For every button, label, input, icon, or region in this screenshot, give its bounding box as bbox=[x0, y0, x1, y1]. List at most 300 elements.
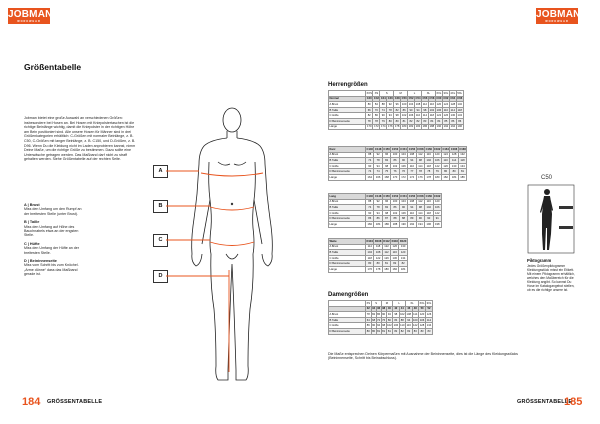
table-header-cell: 32 bbox=[366, 307, 370, 311]
table-cell: 184 bbox=[400, 267, 406, 271]
table-cell: 81 bbox=[377, 329, 381, 333]
table-cell: 94 bbox=[408, 205, 416, 211]
table-cell: 110 bbox=[400, 324, 405, 328]
table-cell: B Taille bbox=[329, 317, 366, 323]
table-header-cell: 36 bbox=[377, 307, 381, 311]
table-cell: 88 bbox=[381, 102, 385, 106]
table-cell: 180 bbox=[434, 175, 440, 179]
table-cell: 118 bbox=[457, 108, 462, 112]
table-cell: 88 bbox=[366, 199, 374, 205]
table-header-cell: C150 bbox=[383, 147, 390, 151]
table-cell: 74 bbox=[374, 169, 382, 175]
table-cell: 78 bbox=[388, 108, 392, 112]
table-cell: 116 bbox=[392, 250, 397, 254]
letter-size-cell: S bbox=[371, 301, 381, 307]
letter-size-cell: 4XL bbox=[450, 91, 456, 95]
table-cell: 100 bbox=[413, 318, 418, 322]
table-cell: 132 bbox=[457, 102, 462, 106]
letter-size-cell: M bbox=[394, 91, 408, 97]
table-cell: 94 bbox=[374, 163, 382, 169]
table-cell: 81 bbox=[387, 329, 391, 333]
table-cell: 94 bbox=[377, 324, 381, 328]
table-cell: 86 bbox=[391, 205, 399, 211]
table-cell: 104 bbox=[367, 250, 372, 254]
table-header-cell: Normal bbox=[329, 96, 366, 102]
table-cell: 116 bbox=[425, 199, 433, 205]
table-cell: 176 bbox=[387, 125, 393, 129]
table-cell: 96 bbox=[382, 199, 390, 205]
table-cell: 78 bbox=[425, 169, 433, 175]
table-cell: 94 bbox=[408, 158, 416, 164]
table-header-cell: D104 bbox=[366, 239, 373, 243]
table-cell: 120 bbox=[400, 250, 406, 254]
table-header-cell: C146 bbox=[366, 147, 373, 151]
table-cell: 134 bbox=[426, 324, 432, 328]
table-cell: 82 bbox=[400, 329, 404, 333]
table-cell: D Beininnenseite bbox=[329, 216, 366, 222]
table-cell: 85 bbox=[444, 119, 448, 123]
measurement-title: C | Hüfte bbox=[24, 241, 40, 246]
table-cell: 108 bbox=[415, 102, 421, 106]
table-cell: 82 bbox=[366, 113, 373, 119]
pictogram-size-label: C50 bbox=[541, 175, 553, 181]
table-cell: 91 bbox=[433, 216, 441, 222]
table-cell: B Taille bbox=[329, 107, 366, 113]
table-header-cell: D120 bbox=[399, 239, 407, 243]
letter-size-cell: L bbox=[408, 91, 422, 97]
jobman-logo-left bbox=[8, 8, 53, 24]
table-cell: 90 bbox=[382, 312, 386, 316]
table-cell: 128 bbox=[451, 153, 457, 157]
table-cell: 104 bbox=[408, 102, 414, 106]
letter-size-cell: XS bbox=[366, 301, 371, 305]
table-cell: 90 bbox=[409, 108, 413, 112]
table-header-cell: Weite bbox=[329, 239, 366, 245]
table-header-cell: C148 bbox=[374, 194, 382, 198]
table-cell: C Hüfte bbox=[329, 113, 366, 119]
table-cell: 74 bbox=[366, 158, 374, 164]
measurement-d bbox=[24, 259, 86, 277]
table-cell: 188 bbox=[392, 222, 398, 226]
table-cell: 114 bbox=[416, 210, 424, 216]
table-cell: 106 bbox=[401, 164, 406, 168]
table-header-cell: C152 bbox=[391, 147, 399, 151]
table-cell: 80 bbox=[374, 261, 382, 267]
table-cell: 174 bbox=[381, 125, 386, 129]
table-cell: C Hüfte bbox=[329, 323, 366, 329]
table-row bbox=[329, 266, 408, 272]
table-header-cell: 52 bbox=[427, 307, 431, 311]
table-cell: 134 bbox=[400, 256, 406, 260]
logo-text: JOBMAN bbox=[536, 9, 581, 20]
jobman-logo-right bbox=[536, 8, 581, 24]
table-cell: 100 bbox=[392, 153, 398, 157]
table-cell: 94 bbox=[407, 318, 411, 322]
left-footer-title: GRÖSSENTABELLE bbox=[47, 399, 103, 405]
measurement-c bbox=[24, 242, 86, 255]
table-header-cell: C40 bbox=[366, 97, 372, 101]
table-cell: Länge bbox=[329, 221, 366, 227]
table-cell: 74 bbox=[381, 108, 385, 112]
table-cell: 174 bbox=[409, 175, 415, 179]
table-cell: 82 bbox=[391, 261, 399, 267]
table-cell: Länge bbox=[329, 174, 366, 180]
letter-size-cell: XXS bbox=[366, 91, 372, 95]
table-header-cell: C166 bbox=[450, 147, 458, 151]
table-cell: 106 bbox=[434, 158, 440, 162]
marker-d: D bbox=[153, 270, 168, 283]
table-cell: 110 bbox=[415, 114, 421, 118]
table-cell: 82 bbox=[416, 119, 420, 123]
table-cell: 102 bbox=[426, 205, 432, 209]
table-header-cell: C56 bbox=[422, 97, 428, 101]
table-cell: 96 bbox=[395, 102, 399, 106]
table-cell: 83 bbox=[419, 328, 426, 334]
table-cell: 98 bbox=[423, 108, 427, 112]
logo-subtext: WORKWEAR bbox=[545, 20, 569, 23]
table-cell: 84 bbox=[435, 118, 442, 124]
table-cell: 74 bbox=[366, 169, 374, 175]
table-cell: 98 bbox=[382, 324, 386, 328]
table-cell: 114 bbox=[422, 114, 428, 118]
table-cell: 114 bbox=[450, 108, 455, 112]
table-cell: 78 bbox=[374, 158, 382, 164]
table-cell: 80 bbox=[366, 102, 373, 108]
table-header-cell: C52 bbox=[408, 97, 414, 101]
table-header-cell: C156 bbox=[408, 194, 416, 198]
table-cell: 76 bbox=[399, 169, 407, 175]
table-cell: 78 bbox=[366, 312, 370, 316]
table-cell: 112 bbox=[422, 102, 428, 106]
right-footer-title: GRÖSSENTABELLE bbox=[517, 399, 573, 405]
table-cell: A Brust bbox=[329, 312, 366, 318]
table-cell: 112 bbox=[416, 199, 424, 205]
table-cell: 82 bbox=[407, 329, 411, 333]
footnote: Die Maße entsprechen Deinen Körpermaßen mit Ausnahme der Beininnenseite, dies ist die Länge des Kleidungsstücks (Beininnenseite, Schritt bis Beinabschluss). bbox=[328, 352, 518, 361]
measurement-text: Miss den Umfang der Hüfte an der breitesten Stelle. bbox=[24, 246, 79, 255]
table-cell: B Taille bbox=[329, 250, 366, 256]
marker-a: A bbox=[153, 165, 168, 178]
table-cell: 176 bbox=[418, 175, 423, 179]
table-cell: 116 bbox=[406, 324, 411, 328]
table-cell: 112 bbox=[384, 250, 389, 254]
table-cell: 104 bbox=[401, 153, 406, 157]
table-cell: 192 bbox=[443, 125, 449, 129]
table-cell: 84 bbox=[394, 318, 398, 322]
table-cell: 178 bbox=[394, 125, 400, 129]
pictogram-text: Jedes Größenpiktogramm Kleidungsstück misst ein Etikett. Mit einem Piktogramm erhältlich, welches den Maßbereich für die Kleidung angibt. So kannst Du Hose im Katalogangebot stellen, ob es die richtige unsere ist. bbox=[527, 264, 575, 292]
table-cell: 134 bbox=[457, 114, 462, 118]
table-cell: 126 bbox=[443, 164, 448, 168]
table-cell: 108 bbox=[409, 200, 415, 204]
measurement-a bbox=[24, 203, 86, 216]
measurement-list bbox=[24, 203, 86, 277]
table-cell: 106 bbox=[393, 324, 399, 328]
table-cell: 122 bbox=[413, 324, 418, 328]
letter-size-cell: XXL bbox=[419, 301, 425, 305]
table-cell: 66 bbox=[366, 107, 373, 113]
table-header-cell: C158 bbox=[417, 147, 424, 151]
table-cell: 118 bbox=[425, 163, 433, 169]
table-cell: 122 bbox=[434, 211, 440, 215]
table-cell: 106 bbox=[401, 211, 406, 215]
table-cell: 98 bbox=[416, 158, 424, 164]
long-size-table bbox=[328, 193, 442, 228]
table-cell: 178 bbox=[375, 267, 381, 271]
table-cell: 106 bbox=[436, 108, 442, 112]
table-header-cell: C154 bbox=[400, 194, 407, 198]
table-row bbox=[329, 221, 442, 227]
measurement-title: D | Beininnenseite bbox=[24, 259, 57, 264]
table-header-cell: C42 bbox=[373, 97, 379, 101]
table-header-cell: C62 bbox=[443, 97, 449, 101]
table-cell: 118 bbox=[425, 210, 433, 216]
table-cell: 130 bbox=[400, 245, 406, 249]
table-cell: 80 bbox=[366, 329, 370, 333]
table-cell: 86 bbox=[391, 158, 399, 164]
table-cell: 180 bbox=[401, 125, 407, 129]
table-header-cell: C158 bbox=[417, 194, 424, 198]
table-cell: 98 bbox=[394, 312, 398, 316]
table-cell: 82 bbox=[394, 329, 398, 333]
table-cell: 98 bbox=[416, 205, 424, 211]
table-cell: 76 bbox=[382, 318, 386, 322]
table-cell: 78 bbox=[366, 118, 373, 124]
table-cell: 116 bbox=[429, 102, 434, 106]
measurement-b bbox=[24, 220, 86, 238]
table-cell: 106 bbox=[419, 318, 425, 322]
table-cell: 83 bbox=[427, 329, 431, 333]
table-cell: 186 bbox=[384, 222, 389, 226]
table-header-cell: C168 bbox=[459, 147, 466, 151]
table-cell: 90 bbox=[425, 216, 433, 222]
table-header-cell: C162 bbox=[434, 194, 441, 198]
table-cell: 79 bbox=[433, 169, 441, 175]
table-cell: 184 bbox=[375, 222, 381, 226]
measurement-text: Miss vom Schritt bis zum Knöchel. „Arme dünne“ dass das Maßband gerade ist. bbox=[24, 263, 79, 277]
table-cell: A Brust bbox=[329, 152, 366, 158]
table-cell: 120 bbox=[436, 102, 442, 106]
table-cell: 72 bbox=[377, 318, 381, 322]
table-cell: 102 bbox=[387, 324, 392, 328]
table-cell: 190 bbox=[401, 222, 406, 226]
table-cell: 90 bbox=[366, 210, 374, 216]
table-cell: 196 bbox=[457, 125, 462, 129]
table-cell: D Beininnenseite bbox=[329, 328, 366, 334]
table-cell: 90 bbox=[381, 114, 385, 118]
table-cell: 80 bbox=[372, 329, 376, 333]
table-cell: 118 bbox=[366, 255, 374, 261]
table-header-cell: C156 bbox=[408, 147, 416, 151]
table-cell: 166 bbox=[375, 175, 381, 179]
table-cell: 182 bbox=[443, 175, 448, 179]
table-cell: 86 bbox=[374, 216, 382, 222]
table-cell: 180 bbox=[384, 267, 389, 271]
table-cell: 130 bbox=[450, 114, 456, 118]
table-cell: 170 bbox=[366, 125, 372, 129]
table-cell: B Taille bbox=[329, 158, 366, 164]
table-header-cell: 38 bbox=[382, 307, 386, 311]
table-cell: 90 bbox=[399, 158, 407, 164]
table-cell: A Brust bbox=[329, 199, 366, 205]
table-cell: 86 bbox=[458, 119, 462, 123]
table-cell: 182 bbox=[408, 125, 414, 129]
table-header-cell: 50 bbox=[419, 306, 426, 312]
table-cell: 80 bbox=[450, 169, 458, 175]
table-cell: D Beininnenseite bbox=[329, 118, 366, 124]
letter-size-cell: XXL bbox=[436, 91, 442, 95]
table-cell: 126 bbox=[384, 256, 389, 260]
table-cell: 186 bbox=[422, 125, 428, 129]
table-cell: 118 bbox=[374, 244, 382, 250]
table-cell: C Hüfte bbox=[329, 255, 366, 261]
table-cell: 110 bbox=[443, 108, 449, 112]
table-header-cell: C44 bbox=[380, 97, 386, 101]
table-cell: 102 bbox=[392, 164, 398, 168]
table-cell: 74 bbox=[366, 205, 374, 211]
table-cell: 92 bbox=[388, 102, 392, 106]
table-cell: 192 bbox=[409, 222, 415, 226]
table-header-cell: 42 bbox=[394, 307, 398, 311]
table-cell: 80 bbox=[387, 318, 391, 322]
table-cell: 120 bbox=[434, 200, 440, 204]
table-cell: 64 bbox=[366, 318, 370, 322]
table-cell: 88 bbox=[400, 318, 404, 322]
table-cell: 78 bbox=[374, 205, 382, 211]
table-cell: 80 bbox=[395, 119, 399, 123]
table-cell: Länge bbox=[329, 124, 366, 130]
letter-size-cell: M bbox=[381, 301, 392, 307]
table-header-cell: C46 bbox=[387, 97, 393, 101]
marker-b: B bbox=[153, 200, 168, 213]
table-cell: 102 bbox=[401, 114, 407, 118]
women-sizes-title: Damengrößen bbox=[328, 292, 369, 298]
table-cell: A Brust bbox=[329, 102, 366, 108]
table-cell: 104 bbox=[401, 200, 406, 204]
table-cell: 124 bbox=[443, 102, 449, 106]
table-cell: 94 bbox=[388, 114, 392, 118]
table-header-cell: 48 bbox=[413, 307, 417, 311]
letter-size-cell: XL bbox=[406, 301, 419, 307]
table-cell: C Hüfte bbox=[329, 163, 366, 169]
table-cell: 126 bbox=[426, 312, 432, 316]
table-cell: A Brust bbox=[329, 244, 366, 250]
table-header-cell: D108 bbox=[374, 239, 382, 243]
table-cell: 88 bbox=[399, 216, 407, 222]
table-cell: 68 bbox=[372, 318, 376, 322]
table-cell: 102 bbox=[392, 211, 398, 215]
table-cell: 134 bbox=[460, 164, 465, 168]
short-size-table bbox=[328, 146, 467, 181]
table-cell: 75 bbox=[382, 169, 390, 175]
table-header-cell: C66 bbox=[457, 97, 463, 101]
table-row bbox=[329, 174, 467, 180]
table-cell: 87 bbox=[382, 216, 390, 222]
table-cell: 182 bbox=[367, 222, 372, 226]
table-header-cell: C50 bbox=[401, 97, 407, 101]
table-header-cell: 34 bbox=[372, 307, 376, 311]
table-cell: 102 bbox=[429, 108, 435, 112]
normal-size-table bbox=[328, 90, 464, 130]
letter-size-cell: XS bbox=[374, 91, 379, 95]
table-header-cell: C64 bbox=[450, 97, 456, 101]
table-cell: 94 bbox=[416, 108, 420, 112]
table-cell: 82 bbox=[409, 119, 413, 123]
table-header-cell: Lang bbox=[329, 194, 366, 200]
left-page-number: 184 bbox=[22, 396, 41, 408]
men-sizes-title: Herrengrößen bbox=[328, 82, 368, 88]
table-cell: 89 bbox=[408, 216, 416, 222]
table-cell: 114 bbox=[450, 158, 458, 164]
table-header-cell: C146 bbox=[366, 194, 373, 198]
table-cell: 94 bbox=[374, 210, 382, 216]
letter-size-cell: XL bbox=[421, 91, 435, 97]
letter-size-cell: S bbox=[380, 91, 394, 97]
table-cell: 110 bbox=[408, 163, 416, 169]
table-cell: 86 bbox=[377, 312, 381, 316]
table-cell: 128 bbox=[450, 102, 456, 106]
table-cell: 106 bbox=[408, 114, 414, 118]
table-cell: 114 bbox=[366, 244, 374, 250]
table-cell: D Beininnenseite bbox=[329, 261, 366, 267]
table-header-cell: C60 bbox=[436, 97, 442, 101]
table-cell: 116 bbox=[425, 152, 433, 158]
table-header-cell: C162 bbox=[434, 147, 441, 151]
page-title: Größentabelle bbox=[24, 62, 82, 72]
table-cell: 82 bbox=[382, 205, 390, 211]
table-cell: 168 bbox=[384, 175, 389, 179]
logo-text: JOBMAN bbox=[8, 9, 53, 20]
table-cell: 194 bbox=[450, 125, 456, 129]
table-cell: 84 bbox=[374, 102, 378, 106]
measurement-text: Miss den Umfang um den Rumpf an der breitesten Stelle (unter Brust). bbox=[24, 207, 82, 216]
table-cell: C Hüfte bbox=[329, 210, 366, 216]
pants-pictogram-icon bbox=[527, 184, 575, 254]
table-cell: 100 bbox=[392, 200, 398, 204]
table-cell: 79 bbox=[381, 119, 385, 123]
table-cell: 98 bbox=[395, 114, 399, 118]
table-header-cell: D112 bbox=[383, 239, 390, 243]
table-cell: 90 bbox=[372, 324, 376, 328]
table-cell: 122 bbox=[436, 114, 442, 118]
right-page-number: 185 bbox=[564, 396, 583, 408]
table-cell: 78 bbox=[374, 119, 378, 123]
table-cell: 172 bbox=[401, 175, 406, 179]
table-cell: 120 bbox=[419, 312, 425, 316]
table-cell: 190 bbox=[436, 125, 442, 129]
table-cell: 178 bbox=[426, 175, 432, 179]
table-cell: 86 bbox=[366, 324, 370, 328]
table-cell: 80 bbox=[388, 119, 392, 123]
table-cell: 92 bbox=[374, 152, 382, 158]
table-cell: 82 bbox=[395, 108, 399, 112]
table-cell: 130 bbox=[392, 256, 398, 260]
table-cell: 70 bbox=[374, 108, 378, 112]
table-header-cell: D116 bbox=[391, 239, 398, 243]
table-cell: 78 bbox=[416, 169, 424, 175]
table-cell: 114 bbox=[413, 312, 418, 316]
table-cell: 198 bbox=[434, 222, 440, 226]
table-cell: 186 bbox=[460, 175, 465, 179]
table-cell: 90 bbox=[416, 216, 424, 222]
measurement-title: B | Taille bbox=[24, 220, 40, 225]
table-cell: 94 bbox=[387, 312, 391, 316]
table-cell: 110 bbox=[408, 210, 416, 216]
table-cell: 84 bbox=[430, 119, 434, 123]
women-size-table bbox=[328, 300, 433, 335]
pictogram-title: Piktogramm bbox=[527, 258, 552, 263]
table-cell: 102 bbox=[400, 312, 405, 316]
